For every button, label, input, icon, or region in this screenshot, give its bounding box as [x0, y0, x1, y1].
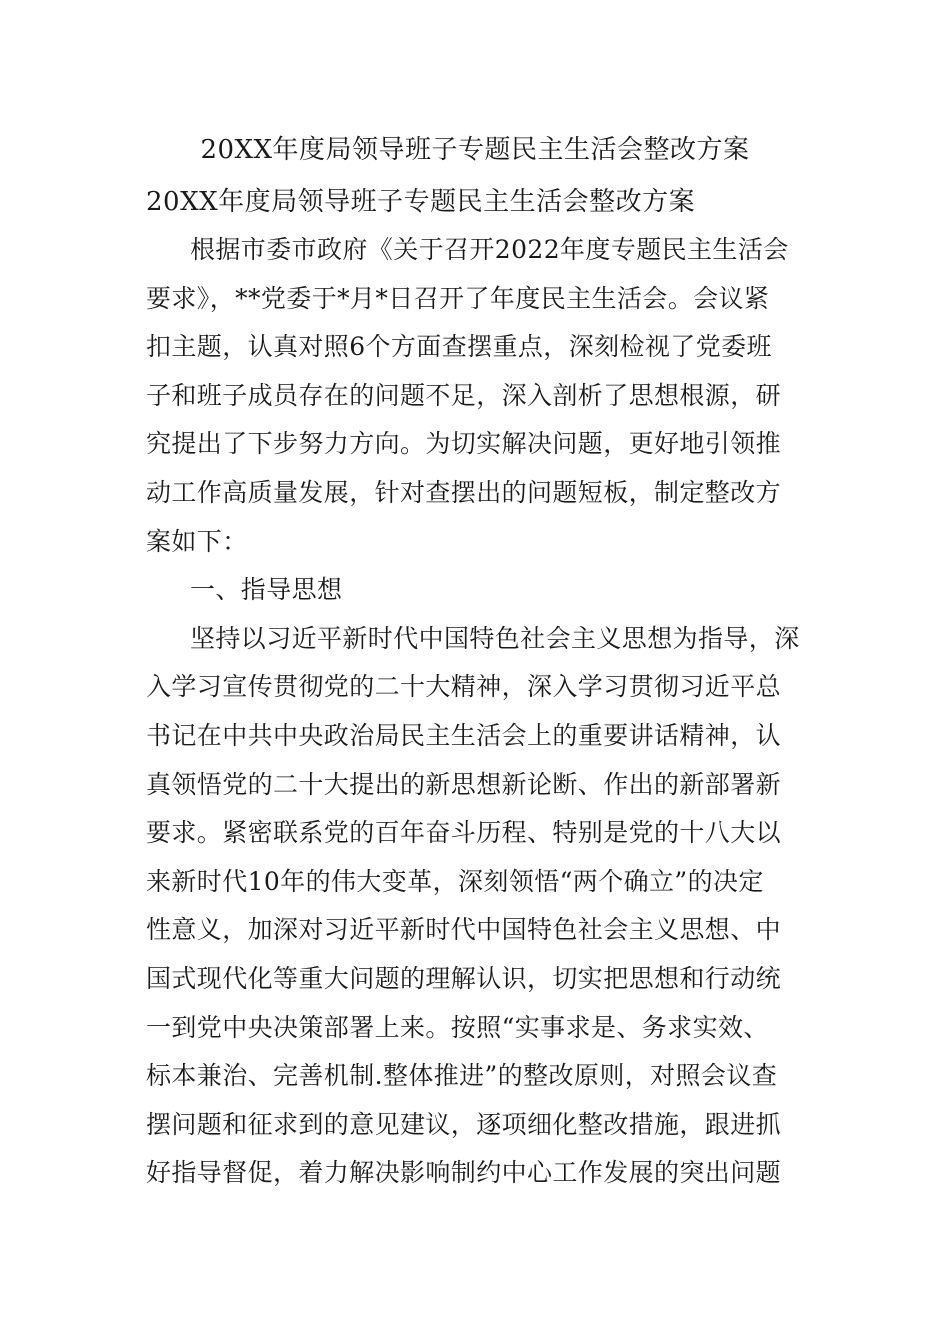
paragraph-line: 摆问题和征求到的意见建议，逐项细化整改措施，跟进抓 — [146, 1109, 782, 1139]
paragraph-line: 性意义，加深对习近平新时代中国特色社会主义思想、中 — [146, 915, 782, 945]
document-subtitle: 20XX年度局领导班子专题民主生活会整改方案 — [146, 187, 696, 217]
paragraph-line: 要求。紧密联系党的百年奋斗历程、特别是党的十八大以 — [146, 818, 782, 848]
paragraph-line: 入学习宣传贯彻党的二十大精神，深入学习贯彻习近平总 — [146, 672, 782, 702]
paragraph-line: 究提出了下步努力方向。为切实解决问题，更好地引领推 — [146, 429, 782, 459]
paragraph-line: 来新时代10年的伟大变革，深刻领悟“两个确立”的决定 — [146, 866, 764, 896]
paragraph-line: 标本兼治、完善机制.整体推进”的整改原则，对照会议查 — [146, 1061, 778, 1091]
paragraph-line: 根据市委市政府《关于召开2022年度专题民主生活会 — [190, 235, 789, 264]
paragraph-line: 真领悟党的二十大提出的新思想新论断、作出的新部署新 — [146, 769, 782, 799]
paragraph-line: 动工作高质量发展，针对查摆出的问题短板，制定整改方 — [146, 477, 782, 507]
paragraph-line: 案如下： — [146, 526, 248, 556]
paragraph-line: 子和班子成员存在的问题不足，深入剖析了思想根源，研 — [146, 380, 782, 410]
section-heading: 一、指导思想 — [190, 575, 343, 605]
paragraph-line: 好指导督促，着力解决影响制约中心工作发展的突出问题 — [146, 1158, 782, 1188]
document-body — [146, 226, 808, 1198]
paragraph-line: 要求》，**党委于*月*日召开了年度民主生活会。会议紧 — [146, 283, 770, 313]
paragraph-line: 国式现代化等重大问题的理解认识，切实把思想和行动统 — [146, 963, 782, 993]
paragraph-line: 一到党中央决策部署上来。按照“实事求是、务求实效、 — [146, 1012, 769, 1042]
paragraph-line: 坚持以习近平新时代中国特色社会主义思想为指导，深 — [190, 623, 800, 653]
document-title: 20XX年度局领导班子专题民主生活会整改方案 — [200, 135, 750, 165]
paragraph-line: 书记在中共中央政治局民主生活会上的重要讲话精神，认 — [146, 720, 782, 750]
paragraph-line: 扣主题，认真对照6个方面查摆重点，深刻检视了党委班 — [146, 332, 772, 362]
